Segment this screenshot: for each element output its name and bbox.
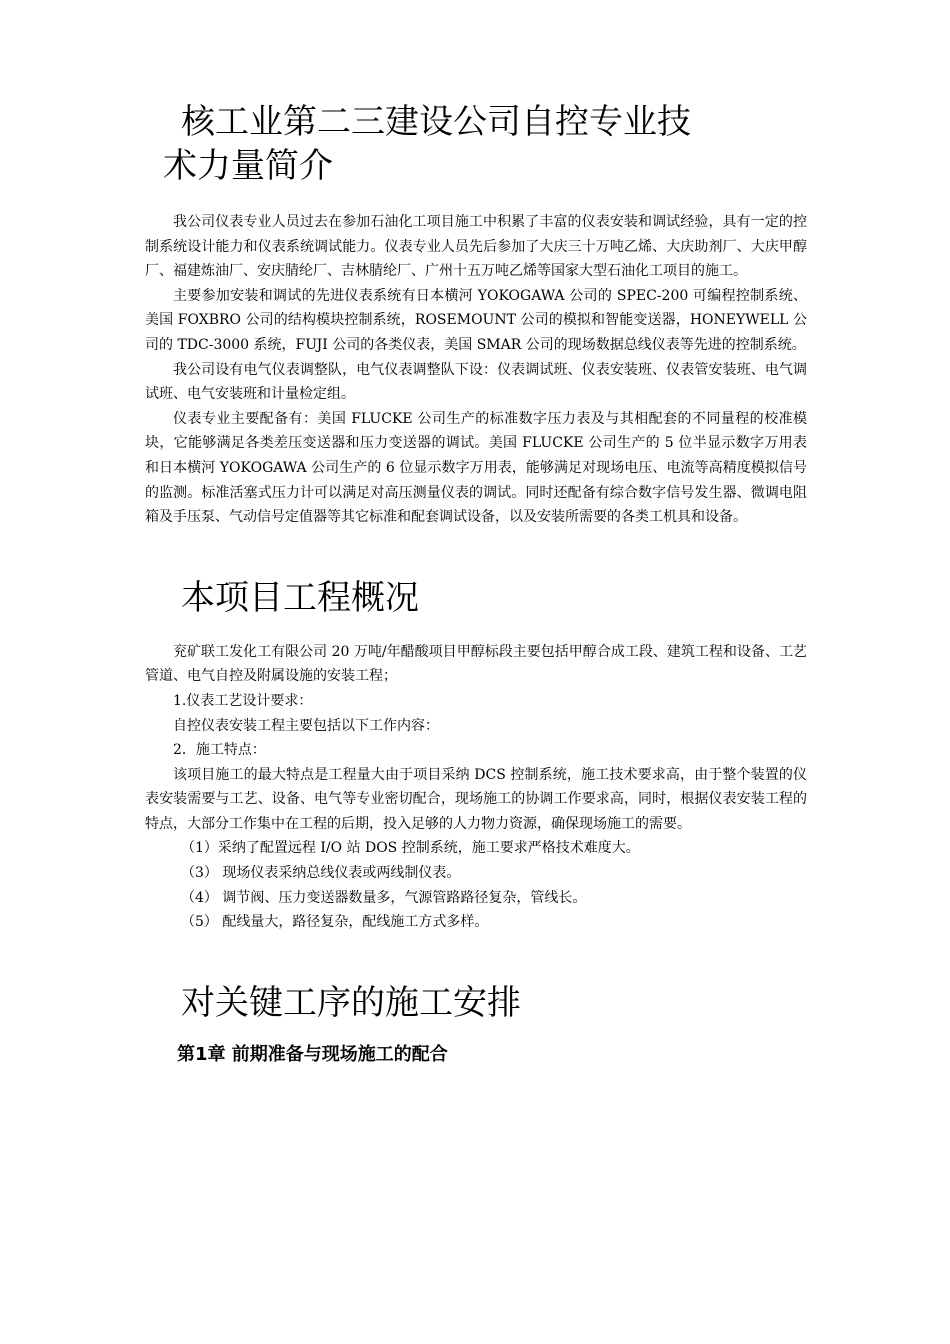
list-item: （4） 调节阀、压力变送器数量多，气源管路路径复杂，管线长。: [181, 889, 587, 906]
section1-title-line2: 术力量简介: [163, 146, 333, 186]
section2-paragraph-5: 该项目施工的最大特点是工程量大由于项目采纳 DCS 控制系统，施工技术要求高，由于整个装置的仪表安装需要与工艺、设备、电气等专业密切配合，现场施工的协调工作要求高，同时，根据仪表安装工程的特点，大部分工作集中在工程的后期，投入足够的人力物力资源，确保现场施工的需要。: [145, 766, 807, 832]
section1-title: [145, 100, 807, 188]
section1-paragraph-2: 主要参加安装和调试的先进仪表系统有日本横河 YOKOGAWA 公司的 SPEC-200 可编程控制系统、美国 FOXBRO 公司的结构模块控制系统，ROSEMOUNT 公司的模拟和智能变送器，HONEYWELL 公司的 TDC-3000 系统，FUJI 公司的各类仪表，美国 SMAR 公司的现场数据总线仪表等先进的控制系统。: [145, 287, 807, 353]
chapter-1-title: 第1章 前期准备与现场施工的配合: [177, 1043, 448, 1065]
section3-title: 对关键工序的施工安排: [181, 982, 521, 1023]
document-page: [145, 100, 807, 1069]
section2-paragraph-4: 2．施工特点：: [173, 742, 266, 759]
section1-body: [145, 210, 807, 530]
list-item: （1）采纳了配置远程 I/O 站 DOS 控制系统，施工要求严格技术难度大。: [181, 840, 640, 857]
section2-title: 本项目工程概况: [181, 577, 419, 618]
section2-paragraph-3: 自控仪表安装工程主要包括以下工作内容：: [173, 717, 439, 734]
section2-paragraph-2: 1.仪表工艺设计要求：: [173, 692, 313, 709]
list-item: （3） 现场仪表采纳总线仪表或两线制仪表。: [181, 865, 461, 882]
section1-paragraph-1: 我公司仪表专业人员过去在参加石油化工项目施工中积累了丰富的仪表安装和调试经验，具有一定的控制系统设计能力和仪表系统调试能力。仪表专业人员先后参加了大庆三十万吨乙烯、大庆助剂厂、大庆甲醇厂、福建炼油厂、安庆腈纶厂、吉林腈纶厂、广州十五万吨乙烯等国家大型石油化工项目的施工。: [145, 214, 807, 280]
list-item: （5） 配线量大，路径复杂，配线施工方式多样。: [181, 914, 489, 931]
section1-paragraph-3: 我公司设有电气仪表调整队，电气仪表调整队下设：仪表调试班、仪表安装班、仪表管安装班、电气调试班、电气安装班和计量检定组。: [145, 361, 807, 403]
section2-body: [145, 640, 807, 935]
section1-paragraph-4: 仪表专业主要配备有：美国 FLUCKE 公司生产的标准数字压力表及与其相配套的不同量程的校准模块，它能够满足各类差压变送器和压力变送器的调试。美国 FLUCKE 公司生产的 5 位半显示数字万用表和日本横河 YOKOGAWA 公司生产的 6 位显示数字万用表，能够满足对现场电压、电流等高精度模拟信号的监测。标准活塞式压力计可以满足对高压测量仪表的调试。同时还配备有综合数字信号发生器、微调电阻箱及手压泵、气动信号定值器等其它标准和配套调试设备，以及安装所需要的各类工机具和设备。: [145, 410, 807, 526]
chapter-heading-wrap: [145, 1041, 807, 1069]
section1-title-line1: 核工业第二三建设公司自控专业技: [181, 102, 691, 142]
section2-paragraph-1: 兖矿联工发化工有限公司 20 万吨/年醋酸项目甲醇标段主要包括甲醇合成工段、建筑工程和设备、工艺管道、电气自控及附属设施的安装工程；: [145, 643, 807, 685]
